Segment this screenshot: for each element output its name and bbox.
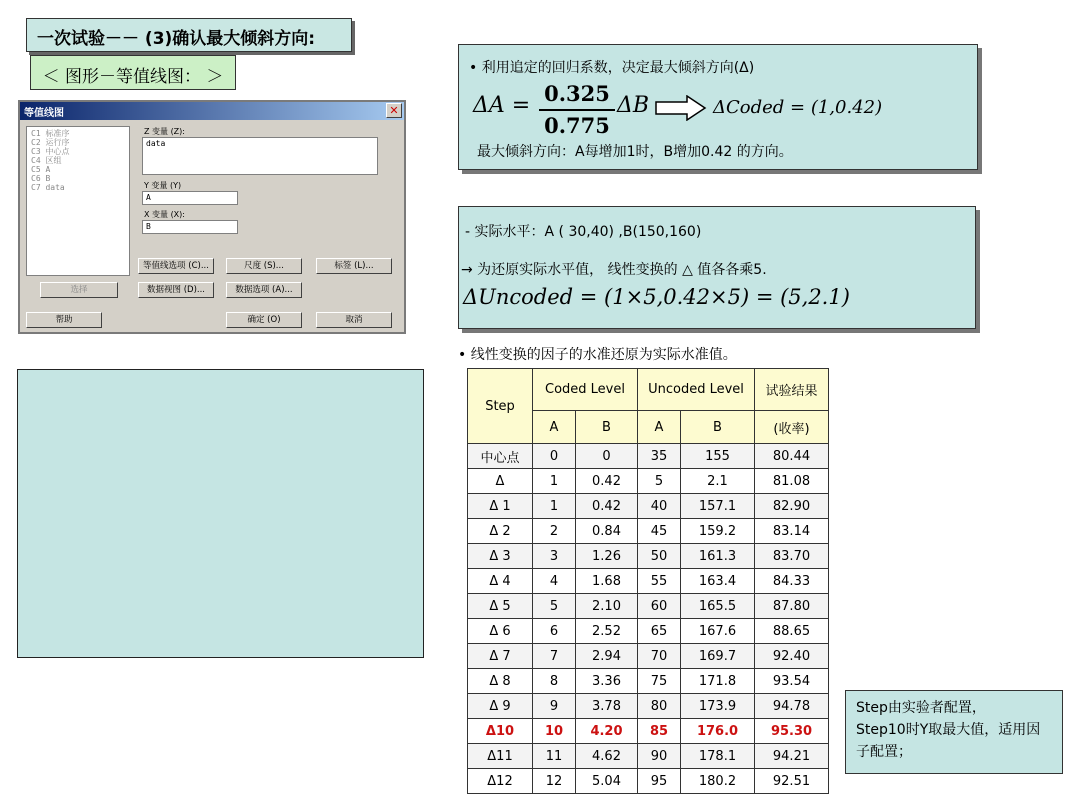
table-cell: 94.21 (755, 744, 829, 769)
table-cell: Δ 7 (468, 644, 533, 669)
table-cell: 2 (533, 519, 576, 544)
table-cell: 178.1 (681, 744, 755, 769)
table-cell: 95 (638, 769, 681, 794)
table-cell: 1 (533, 469, 576, 494)
table-cell: 3 (533, 544, 576, 569)
table-cell: 0.84 (576, 519, 638, 544)
cancel-button[interactable]: 取消 (316, 312, 392, 328)
table-cell: 35 (638, 444, 681, 469)
section-subtitle: ＜ 图形－等值线图： ＞ (30, 55, 236, 90)
data-options-button[interactable]: 数据选项 (A)... (226, 282, 302, 298)
help-button[interactable]: 帮助 (26, 312, 102, 328)
table-cell: 4.20 (576, 719, 638, 744)
table-cell: 11 (533, 744, 576, 769)
dialog-title: 等值线图 (20, 102, 404, 120)
table-cell: 9 (533, 694, 576, 719)
table-cell: Δ 1 (468, 494, 533, 519)
actual-level-line: - 实际水平：A ( 30,40) ,B(150,160) (465, 224, 702, 240)
table-cell: 5.04 (576, 769, 638, 794)
table-cell: 8 (533, 669, 576, 694)
table-cell: 167.6 (681, 619, 755, 644)
table-cell: 173.9 (681, 694, 755, 719)
variable-list-item[interactable]: C7 data (31, 183, 65, 192)
variable-list-item[interactable]: C4 区组 (31, 156, 62, 165)
steepest-ascent-table (467, 368, 829, 794)
table-cell: Δ10 (468, 719, 533, 744)
ok-button[interactable]: 确定 (O) (226, 312, 302, 328)
table-cell: 4 (533, 569, 576, 594)
table-cell: 50 (638, 544, 681, 569)
table-cell: 81.08 (755, 469, 829, 494)
variable-list-item[interactable]: C1 标准序 (31, 129, 70, 138)
data-view-button[interactable]: 数据视图 (D)... (138, 282, 214, 298)
linear-transform-line: → 为还原实际水平值， 线性变换的 △ 值各各乘5. (461, 262, 767, 278)
table-cell: 88.65 (755, 619, 829, 644)
header-uncoded-a: A (638, 411, 681, 444)
table-cell: 80 (638, 694, 681, 719)
table-cell: 83.14 (755, 519, 829, 544)
table-cell: 0 (576, 444, 638, 469)
header-coded-b: B (576, 411, 638, 444)
table-cell: 0 (533, 444, 576, 469)
table-cell: Δ12 (468, 769, 533, 794)
scale-button[interactable]: 尺度 (S)... (226, 258, 302, 274)
table-cell: 92.51 (755, 769, 829, 794)
table-cell: 82.90 (755, 494, 829, 519)
z-variable-field[interactable]: data (142, 137, 378, 175)
formula-rhs: ΔB (617, 93, 650, 118)
variable-list[interactable] (26, 126, 130, 276)
steepest-direction-panel (458, 44, 978, 170)
table-cell: 93.54 (755, 669, 829, 694)
table-cell: 84.33 (755, 569, 829, 594)
table-cell: 94.78 (755, 694, 829, 719)
table-row (468, 469, 829, 494)
header-result-unit: (收率) (755, 411, 829, 444)
table-cell: Δ 5 (468, 594, 533, 619)
table-cell: 65 (638, 619, 681, 644)
header-coded-level: Coded Level (533, 369, 638, 411)
table-cell: 1.68 (576, 569, 638, 594)
table-cell: 0.42 (576, 494, 638, 519)
table-cell: 6 (533, 619, 576, 644)
table-row (468, 619, 829, 644)
close-icon[interactable]: ✕ (386, 103, 402, 118)
table-row (468, 544, 829, 569)
table-cell: 12 (533, 769, 576, 794)
table-cell: 2.10 (576, 594, 638, 619)
table-cell: 171.8 (681, 669, 755, 694)
table-cell: 163.4 (681, 569, 755, 594)
table-row (468, 444, 829, 469)
table-caption: • 线性变换的因子的水准还原为实际水准值。 (458, 347, 737, 363)
table-cell: 3.36 (576, 669, 638, 694)
table-cell: 87.80 (755, 594, 829, 619)
table-row (468, 669, 829, 694)
direction-note: 最大倾斜方向：A每增加1时，B增加0.42 的方向。 (477, 144, 793, 160)
direction-bullet: • 利用追定的回归系数，决定最大倾斜方向(Δ) (469, 60, 755, 76)
table-cell: 7 (533, 644, 576, 669)
table-cell: 45 (638, 519, 681, 544)
table-cell: 40 (638, 494, 681, 519)
labels-button[interactable]: 标签 (L)... (316, 258, 392, 274)
table-cell: 5 (638, 469, 681, 494)
table-cell: 155 (681, 444, 755, 469)
header-result: 试验结果 (755, 369, 829, 411)
table-cell: Δ 8 (468, 669, 533, 694)
table-cell: 95.30 (755, 719, 829, 744)
step-note (845, 690, 1063, 774)
table-row (468, 744, 829, 769)
variable-list-item[interactable]: C6 B (31, 174, 51, 183)
table-cell: 10 (533, 719, 576, 744)
contour-plot-dialog (18, 100, 406, 334)
page-title: 一次试验－－ (3)确认最大倾斜方向: (26, 18, 352, 52)
table-row (468, 569, 829, 594)
table-row (468, 769, 829, 794)
header-uncoded-b: B (681, 411, 755, 444)
table-cell: 70 (638, 644, 681, 669)
actual-level-panel (458, 206, 976, 329)
table-cell: 180.2 (681, 769, 755, 794)
table-cell: 60 (638, 594, 681, 619)
table-cell: 0.42 (576, 469, 638, 494)
table-cell: 2.52 (576, 619, 638, 644)
note-line-1: Step由实验者配置， (856, 700, 986, 716)
arrow-icon (655, 95, 707, 121)
table-row (468, 494, 829, 519)
header-step: Step (468, 369, 533, 444)
table-cell: Δ 3 (468, 544, 533, 569)
fraction-bar (539, 109, 615, 111)
table-cell: Δ 2 (468, 519, 533, 544)
table-row (468, 644, 829, 669)
variable-list-item[interactable]: C2 运行序 (31, 138, 70, 147)
table-row (468, 694, 829, 719)
note-line-2: Step10时Y取最大值，适用因子配置； (856, 722, 1041, 760)
table-cell: Δ 4 (468, 569, 533, 594)
table-cell: 中心点 (468, 444, 533, 469)
variable-list-item[interactable]: C5 A (31, 165, 51, 174)
table-cell: 165.5 (681, 594, 755, 619)
table-cell: Δ 9 (468, 694, 533, 719)
table-cell: 176.0 (681, 719, 755, 744)
x-variable-field[interactable]: B (142, 220, 238, 234)
table-cell: 75 (638, 669, 681, 694)
contour-options-button[interactable]: 等值线选项 (C)... (138, 258, 214, 274)
table-cell: Δ 6 (468, 619, 533, 644)
table-cell: 161.3 (681, 544, 755, 569)
table-cell: 90 (638, 744, 681, 769)
table-cell: 85 (638, 719, 681, 744)
x-variable-label: X 变量 (X): (144, 210, 185, 219)
table-cell: Δ11 (468, 744, 533, 769)
table-cell: 83.70 (755, 544, 829, 569)
table-cell: 92.40 (755, 644, 829, 669)
uncoded-formula: ΔUncoded = (1×5,0.42×5) = (5,2.1) (463, 285, 850, 309)
select-button[interactable]: 选择 (40, 282, 118, 298)
table-cell: 159.2 (681, 519, 755, 544)
formula-denominator: 0.775 (544, 113, 610, 138)
table-cell: 169.7 (681, 644, 755, 669)
variable-list-item[interactable]: C3 中心点 (31, 147, 70, 156)
table-cell: 1 (533, 494, 576, 519)
table-row (468, 519, 829, 544)
table-cell: 4.62 (576, 744, 638, 769)
table-cell: 55 (638, 569, 681, 594)
y-variable-field[interactable]: A (142, 191, 238, 205)
z-variable-label: Z 变量 (Z): (144, 127, 185, 136)
coded-delta: ΔCoded = (1,0.42) (713, 97, 883, 118)
table-cell: 80.44 (755, 444, 829, 469)
table-cell: 2.94 (576, 644, 638, 669)
table-cell: 157.1 (681, 494, 755, 519)
table-cell: 2.1 (681, 469, 755, 494)
formula-numerator: 0.325 (544, 81, 610, 106)
table-row (468, 594, 829, 619)
table-row (468, 719, 829, 744)
table-cell: Δ (468, 469, 533, 494)
formula-lhs: ΔA = (473, 93, 531, 118)
header-uncoded-level: Uncoded Level (638, 369, 755, 411)
y-variable-label: Y 变量 (Y) (144, 181, 182, 190)
table-cell: 3.78 (576, 694, 638, 719)
empty-panel (17, 369, 424, 658)
table-cell: 1.26 (576, 544, 638, 569)
header-coded-a: A (533, 411, 576, 444)
table-cell: 5 (533, 594, 576, 619)
